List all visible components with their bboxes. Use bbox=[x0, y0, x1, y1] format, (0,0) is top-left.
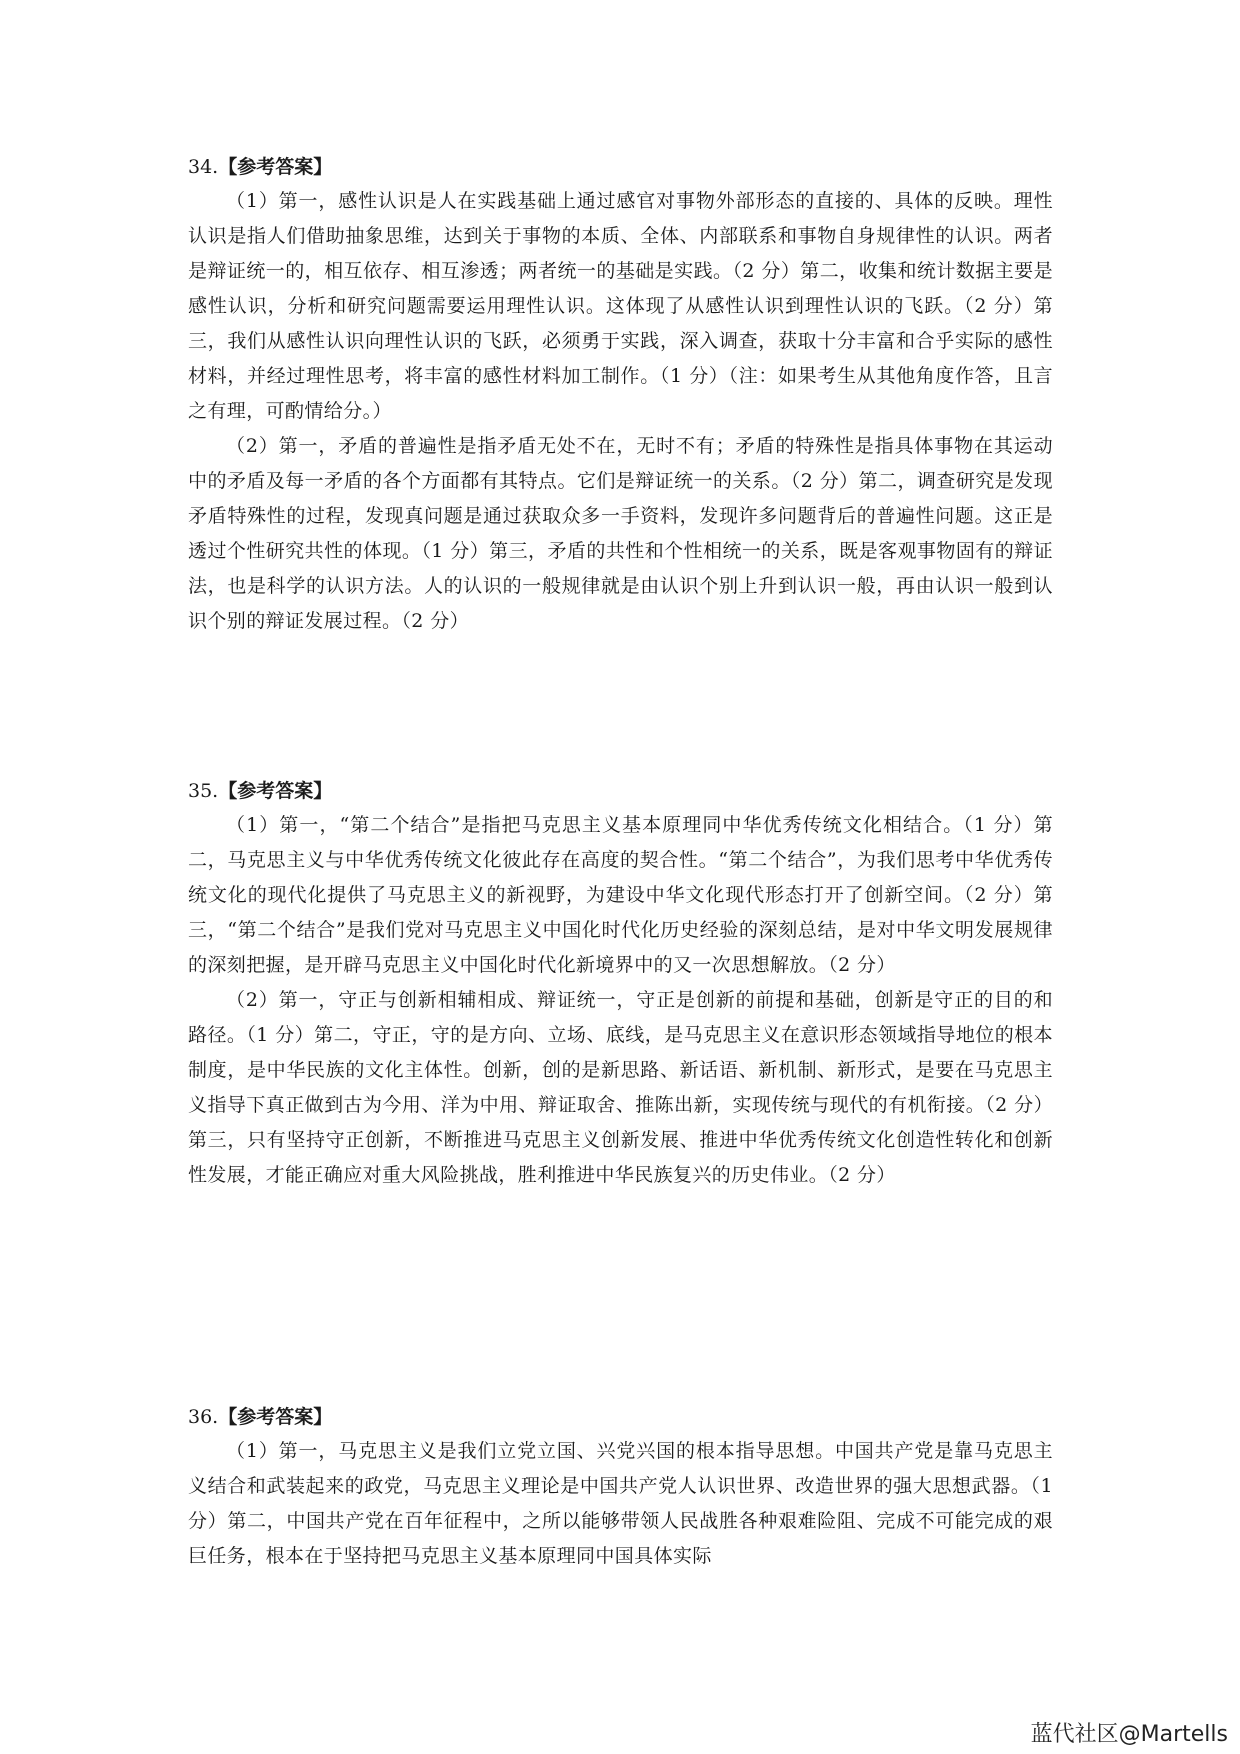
section-heading bbox=[188, 150, 1053, 184]
answer-paragraph: （1）第一，感性认识是人在实践基础上通过感官对事物外部形态的直接的、具体的反映。理性认识是指人们借助抽象思维，达到关于事物的本质、全体、内部联系和事物自身规律性的认识。两者是辩证统一的，相互依存、相互渗透；两者统一的基础是实践。（2 分）第二，收集和统计数据主要是感性认识，分析和研究问题需要运用理性认识。这体现了从感性认识到理性认识的飞跃。（2 分）第三，我们从感性认识向理性认识的飞跃，必须勇于实践，深入调查，获取十分丰富和合乎实际的感性材料，并经过理性思考，将丰富的感性材料加工制作。（1 分）（注：如果考生从其他角度作答，且言之有理，可酌情给分。） bbox=[188, 190, 1053, 422]
answer-label: 【参考答案】 bbox=[218, 156, 333, 178]
question-number: 34. bbox=[188, 156, 219, 178]
answer-label: 【参考答案】 bbox=[218, 1406, 333, 1428]
answer-paragraph: （2）第一，矛盾的普遍性是指矛盾无处不在，无时不有；矛盾的特殊性是指具体事物在其运动中的矛盾及每一矛盾的各个方面都有其特点。它们是辩证统一的关系。（2 分）第二，调查研究是发现矛盾特殊性的过程，发现真问题是通过获取众多一手资料，发现许多问题背后的普遍性问题。这正是透过个性研究共性的体现。（1 分）第三，矛盾的共性和个性相统一的关系，既是客观事物固有的辩证法，也是科学的认识方法。人的认识的一般规律就是由认识个别上升到认识一般，再由认识一般到认识个别的辩证发展过程。（2 分） bbox=[188, 435, 1053, 632]
answer-section-36 bbox=[188, 1400, 1053, 1574]
question-number: 35. bbox=[188, 780, 219, 802]
watermark: 蓝代社区@Martells bbox=[1030, 1722, 1228, 1747]
answer-paragraph: （2）第一，守正与创新相辅相成、辩证统一，守正是创新的前提和基础，创新是守正的目的和路径。（1 分）第二，守正，守的是方向、立场、底线，是马克思主义在意识形态领域指导地位的根本制度，是中华民族的文化主体性。创新，创的是新思路、新话语、新机制、新形式，是要在马克思主义指导下真正做到古为今用、洋为中用、辩证取舍、推陈出新，实现传统与现代的有机衔接。（2 分）第三，只有坚持守正创新，不断推进马克思主义创新发展、推进中华优秀传统文化创造性转化和创新性发展，才能正确应对重大风险挑战，胜利推进中华民族复兴的历史伟业。（2 分） bbox=[188, 989, 1053, 1186]
section-heading bbox=[188, 774, 1053, 808]
answer-section-34 bbox=[188, 150, 1053, 639]
section-heading bbox=[188, 1400, 1053, 1434]
answer-section-35 bbox=[188, 774, 1053, 1193]
question-number: 36. bbox=[188, 1406, 219, 1428]
answer-label: 【参考答案】 bbox=[218, 780, 333, 802]
answer-paragraph: （1）第一，马克思主义是我们立党立国、兴党兴国的根本指导思想。中国共产党是靠马克思主义结合和武装起来的政党，马克思主义理论是中国共产党人认识世界、改造世界的强大思想武器。（1 分）第二，中国共产党在百年征程中，之所以能够带领人民战胜各种艰难险阻、完成不可能完成的艰巨任务，根本在于坚持把马克思主义基本原理同中国具体实际 bbox=[188, 1440, 1053, 1567]
answer-paragraph: （1）第一，“第二个结合”是指把马克思主义基本原理同中华优秀传统文化相结合。（1 分）第二，马克思主义与中华优秀传统文化彼此存在高度的契合性。“第二个结合”，为我们思考中华优秀传统文化的现代化提供了马克思主义的新视野，为建设中华文化现代形态打开了创新空间。（2 分）第三，“第二个结合”是我们党对马克思主义中国化时代化历史经验的深刻总结，是对中华文明发展规律的深刻把握，是开辟马克思主义中国化时代化新境界中的又一次思想解放。（2 分） bbox=[188, 814, 1053, 976]
